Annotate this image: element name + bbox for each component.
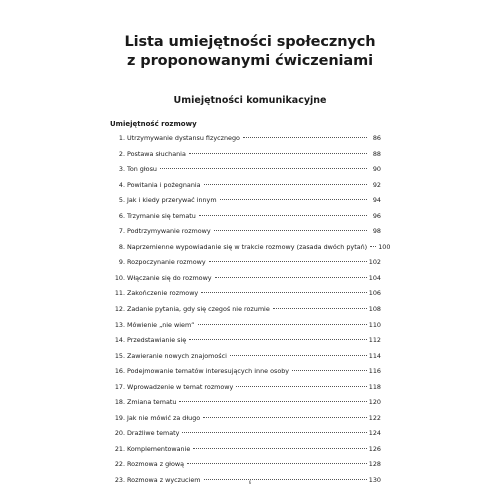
toc-entry-page: 100 <box>378 242 391 251</box>
page-title-line-2: z proponowanymi ćwiczeniami <box>127 53 373 69</box>
toc-entry <box>110 442 381 458</box>
toc-entry <box>110 131 381 147</box>
toc-entry-page: 122 <box>368 413 381 422</box>
toc-entry <box>110 349 381 365</box>
toc-entry <box>110 380 381 396</box>
toc-entry-title: Drażliwe tematy <box>127 429 180 438</box>
toc-entry-page: 114 <box>368 351 381 360</box>
toc-entry-page: 124 <box>368 429 381 438</box>
toc-entry-title: Rozmowa z wyczuciem <box>127 476 201 485</box>
toc-entry-number: 8. <box>118 242 125 251</box>
toc-entry-page: 108 <box>368 305 381 314</box>
toc-entry-number: 16. <box>114 367 125 376</box>
toc-entry-page: 106 <box>368 289 381 298</box>
toc-entry-number: 22. <box>114 460 125 469</box>
toc-entry-number: 21. <box>114 444 125 453</box>
toc-dot-leader <box>220 199 367 200</box>
toc-entry <box>110 147 381 163</box>
toc-entry-number: 18. <box>114 398 125 407</box>
toc-dot-leader <box>214 230 367 231</box>
toc-entry-title: Trzymanie się tematu <box>127 211 196 220</box>
toc-dot-leader <box>201 292 367 293</box>
toc-entry-title: Utrzymywanie dystansu fizycznego <box>127 134 240 142</box>
toc-entry-title: Postawa słuchania <box>127 149 186 158</box>
toc-entry-number: 19. <box>114 413 125 422</box>
toc-entry-page: 118 <box>368 382 381 391</box>
toc-entry <box>110 224 381 240</box>
toc-dot-leader <box>182 432 366 433</box>
toc-dot-leader <box>189 339 367 340</box>
toc-entry-number: 20. <box>114 429 125 438</box>
toc-dot-leader <box>193 448 367 449</box>
toc-entry <box>110 162 381 178</box>
toc-entry <box>110 193 381 209</box>
toc-entry-title: Jak i kiedy przerywać innym <box>127 196 217 205</box>
toc-dot-leader <box>236 386 366 387</box>
toc-entry-page: 120 <box>368 398 381 407</box>
toc-entry-title: Włączanie się do rozmowy <box>127 273 212 282</box>
toc-entry <box>110 178 381 194</box>
toc-entry-page: 116 <box>368 367 381 376</box>
toc-entry <box>110 333 381 349</box>
toc-entry <box>110 302 381 318</box>
toc-dot-leader <box>243 137 367 138</box>
toc-dot-leader <box>370 246 376 247</box>
toc-entry-page: 128 <box>368 460 381 469</box>
toc-entry-page: 92 <box>372 180 381 189</box>
toc-entry-number: 1. <box>118 134 125 142</box>
toc-entry-page: 86 <box>372 134 381 142</box>
toc-entry-title: Zmiana tematu <box>127 398 177 407</box>
toc-entry-title: Ton głosu <box>127 165 157 174</box>
toc-dot-leader <box>209 261 367 262</box>
toc-entry-number: 12. <box>114 305 125 314</box>
toc-dot-leader <box>204 184 367 185</box>
section-heading: Umiejętności komunikacyjne <box>173 95 327 106</box>
toc-entry-number: 13. <box>114 320 125 329</box>
toc-dot-leader <box>179 401 366 402</box>
toc-dot-leader <box>198 324 367 325</box>
toc-entry-number: 10. <box>114 273 125 282</box>
toc-dot-leader <box>273 308 367 309</box>
toc-entry <box>110 255 381 271</box>
toc-entry-page: 98 <box>372 227 381 236</box>
toc-entry-title: Zakończenie rozmowy <box>127 289 199 298</box>
toc-dot-leader <box>215 277 367 278</box>
toc-entry-number: 11. <box>114 289 125 298</box>
toc-entry-number: 5. <box>118 196 125 205</box>
toc-entry-page: 94 <box>372 196 381 205</box>
toc-dot-leader <box>230 355 367 356</box>
page-title <box>0 33 500 71</box>
toc-entry-page: 110 <box>368 320 381 329</box>
toc-entry-number: 14. <box>114 336 125 345</box>
toc-entry <box>110 240 391 256</box>
toc-entry-page: 90 <box>372 165 381 174</box>
toc-entry-title: Rozmowa z głową <box>127 460 185 469</box>
toc-dot-leader <box>203 417 367 418</box>
toc-entry-page: 104 <box>368 273 381 282</box>
toc-entry-title: Podejmowanie tematów interesujących inne osoby <box>127 367 290 376</box>
toc-dot-leader <box>292 370 367 371</box>
toc-entry-number: 4. <box>118 180 125 189</box>
toc-entry-number: 7. <box>118 227 125 236</box>
toc-entry-title: Naprzemienne wypowiadanie się w trakcie rozmowy (zasada dwóch pytań) <box>127 242 368 251</box>
toc-entry <box>110 271 381 287</box>
toc-entry-title: Jak nie mówić za długo <box>127 413 201 422</box>
toc-entry <box>110 318 381 334</box>
toc-entry-title: Zadanie pytania, gdy się czegoś nie rozumie <box>127 305 270 314</box>
toc-entry <box>110 395 381 411</box>
toc-entry-title: Powitania i pożegnania <box>127 180 201 189</box>
table-of-contents <box>110 131 391 489</box>
toc-entry-number: 23. <box>114 476 125 485</box>
toc-entry-number: 3. <box>118 165 125 174</box>
toc-entry <box>110 209 381 225</box>
toc-entry-number: 2. <box>118 149 125 158</box>
toc-entry-page: 96 <box>372 211 381 220</box>
toc-dot-leader <box>199 215 367 216</box>
toc-entry-page: 126 <box>368 444 381 453</box>
toc-entry-title: Komplementowanie <box>127 444 191 453</box>
toc-dot-leader <box>189 153 367 154</box>
toc-entry-page: 130 <box>368 476 381 485</box>
toc-entry-number: 15. <box>114 351 125 360</box>
toc-entry-page: 88 <box>372 149 381 158</box>
toc-dot-leader <box>160 168 367 169</box>
toc-entry-title: Zawieranie nowych znajomości <box>127 351 227 360</box>
toc-entry <box>110 426 381 442</box>
toc-entry <box>110 364 381 380</box>
toc-entry-title: Mówienie „nie wiem” <box>127 320 195 329</box>
toc-entry-title: Wprowadzenie w temat rozmowy <box>127 382 234 391</box>
toc-entry-title: Przedstawianie się <box>127 336 187 345</box>
subsection-heading: Umiejętność rozmowy <box>110 120 197 128</box>
toc-entry-number: 17. <box>114 382 125 391</box>
page-number: 6 <box>248 480 252 485</box>
toc-entry-number: 6. <box>118 211 125 220</box>
toc-entry-page: 102 <box>368 258 381 267</box>
toc-entry-page: 112 <box>368 336 381 345</box>
toc-entry <box>110 286 381 302</box>
toc-dot-leader <box>187 463 367 464</box>
toc-entry-title: Podtrzymywanie rozmowy <box>127 227 211 236</box>
toc-entry-number: 9. <box>118 258 125 267</box>
toc-entry <box>110 457 381 473</box>
toc-entry-title: Rozpoczynanie rozmowy <box>127 258 206 267</box>
toc-entry <box>110 411 381 427</box>
page-title-line-1: Lista umiejętności społecznych <box>124 34 376 50</box>
